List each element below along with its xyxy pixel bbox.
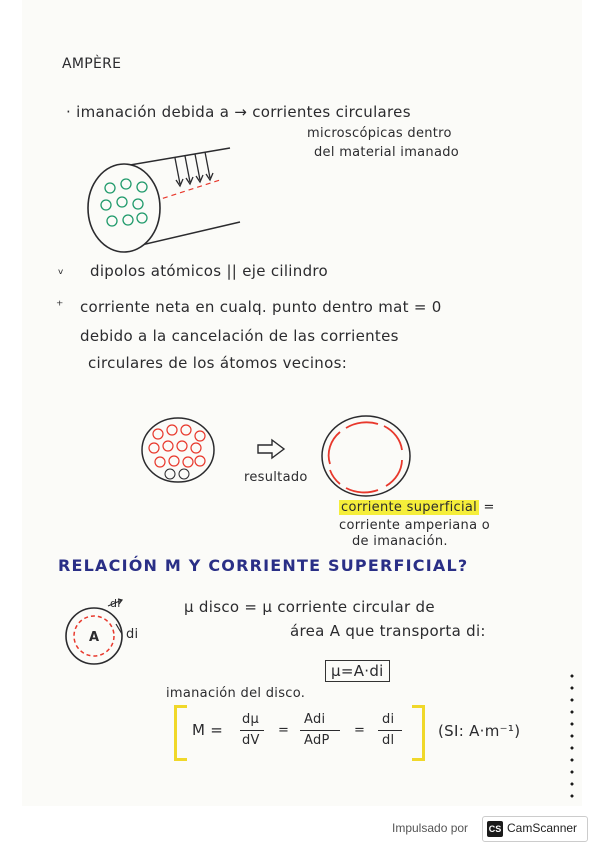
surface-current-diagram <box>320 414 416 500</box>
disc-area-label: A <box>89 630 100 645</box>
equals-1: = <box>278 723 290 738</box>
frac3-den: dl <box>382 733 395 748</box>
equals-sign: = <box>483 500 495 515</box>
frac2-bar <box>300 730 340 731</box>
disc-dl-label: dl <box>110 597 121 610</box>
frac3-num: di <box>382 712 395 727</box>
cylinder-diagram <box>80 150 280 260</box>
frac1-bar <box>240 730 264 731</box>
net-current-line-1: corriente neta en cualq. punto dentro mat = 0 <box>80 298 442 316</box>
boxed-formula: μ=A·di <box>325 660 390 682</box>
right-bracket <box>412 705 425 761</box>
camscanner-logo <box>482 816 588 842</box>
heading-ampere: AMPÈRE <box>62 56 122 72</box>
frac2-num: Adi <box>304 712 326 727</box>
formula-units: (SI: A·m⁻¹) <box>438 722 521 740</box>
surface-current-highlight: corriente superficial <box>341 500 478 515</box>
net-current-line-2: debido a la cancelación de las corrientes <box>80 327 399 345</box>
magnetization-current-line: de imanación. <box>352 534 448 549</box>
arrow-right-icon <box>256 438 286 460</box>
dipoles-text: dipolos atómicos || eje cilindro <box>90 262 329 280</box>
frac2-den: AdP <box>304 733 330 748</box>
section-title: RELACIÓN M Y CORRIENTE SUPERFICIAL? <box>58 556 469 575</box>
equals-2: = <box>354 723 366 738</box>
bullet-net-current: ⁺ <box>56 298 64 314</box>
bullet-dipoles: ᵥ <box>58 262 65 278</box>
magnetization-line-1: · imanación debida a → corrientes circulares <box>66 103 411 121</box>
atoms-circle-diagram <box>140 416 220 486</box>
frac1-num: dμ <box>242 712 260 727</box>
disc-text-1: μ disco = μ corriente circular de <box>184 598 435 616</box>
left-bracket <box>174 705 187 761</box>
formula-lhs: M = <box>192 721 224 739</box>
frac3-bar <box>378 730 402 731</box>
magnetization-line-3: del material imanado <box>314 145 460 160</box>
powered-by-text: Impulsado por <box>392 821 469 835</box>
disc-text-2: área A que transporta di: <box>290 622 486 640</box>
camscanner-icon: CS <box>487 821 503 837</box>
camscanner-brand: CamScanner <box>507 821 578 835</box>
disc-di-label: di <box>126 627 139 642</box>
amperian-current-line: corriente amperiana o <box>339 518 491 533</box>
disc-magnetization-text: imanación del disco. <box>166 686 306 701</box>
net-current-line-3: circulares de los átomos vecinos: <box>88 354 348 372</box>
resultado-label: resultado <box>244 470 308 485</box>
camscanner-footer <box>0 812 599 848</box>
binding-dots <box>570 670 574 800</box>
frac1-den: dV <box>242 733 260 748</box>
surface-current-text <box>339 500 495 515</box>
magnetization-line-2: microscópicas dentro <box>307 126 452 141</box>
